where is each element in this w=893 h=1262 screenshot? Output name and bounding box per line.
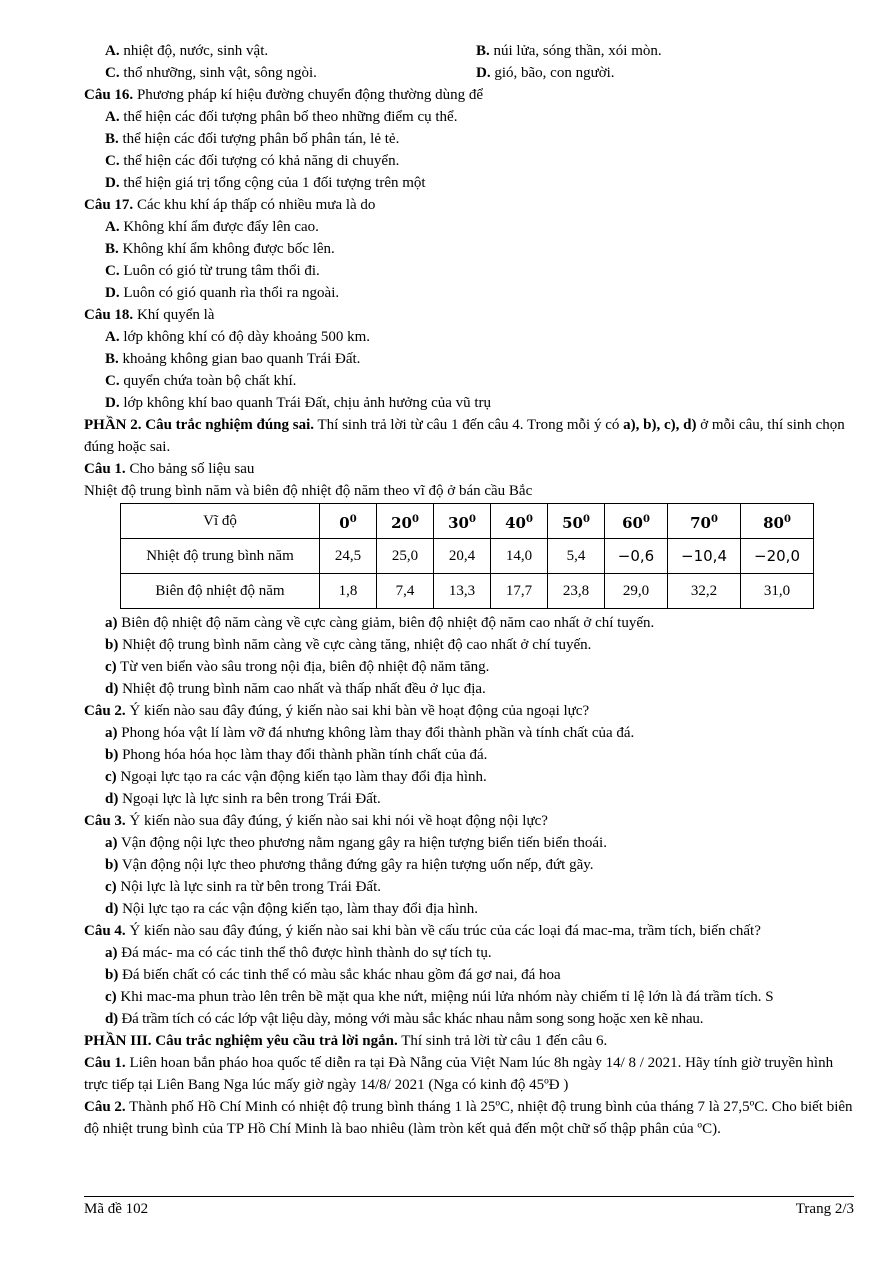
part3-question-1: Câu 1. Liên hoan bắn pháo hoa quốc tế diễn ra tại Đà Nẵng của Việt Nam lúc 8h ngày 14/ 8 / 2021. Hãy tính giờ truyền hình trực tiếp tại Liên Bang Nga lúc mấy giờ ngày 14/8/ 2021 (Nga có kinh độ 45ºĐ )	[84, 1055, 834, 1093]
table-cell: 14,0	[491, 539, 548, 574]
table-header-cell: $30^0$	[434, 504, 491, 539]
table-cell: −0,6	[605, 539, 668, 574]
q17-option-c: C. Luôn có gió từ trung tâm thổi đi.	[105, 263, 320, 279]
p2-q1-item-a: a) Biên độ nhiệt độ năm càng về cực càng giảm, biên độ nhiệt độ năm cao nhất ở chí tuyến.	[105, 615, 655, 631]
p2-q3-item-d: d) Nội lực tạo ra các vận động kiến tạo, làm thay đổi địa hình.	[105, 901, 479, 917]
table-cell: −20,0	[741, 539, 814, 574]
table-cell: −10,4	[668, 539, 741, 574]
p2-q2-item-a: a) Phong hóa vật lí làm vỡ đá nhưng không làm thay đổi thành phần và tính chất của đá.	[105, 725, 635, 741]
p2-q2-item-b: b) Phong hóa hóa học làm thay đổi thành phần tính chất của đá.	[105, 747, 488, 763]
p2-q4-item-d: d) Đá trầm tích có các lớp vật liệu dày, mỏng với màu sắc khác nhau nằm song song hoặc xen kẽ nhau.	[105, 1011, 704, 1027]
table-header-cell: $20^0$	[377, 504, 434, 539]
part2-question-3: Câu 3. Ý kiến nào sua đây đúng, ý kiến nào sai khi nói về hoạt động nội lực?	[84, 813, 548, 829]
page-number: Trang 2/3	[795, 1201, 854, 1217]
table-cell: 5,4	[548, 539, 605, 574]
exam-code: Mã đề 102	[84, 1201, 149, 1217]
part3-question-2: Câu 2. Thành phố Hồ Chí Minh có nhiệt độ trung bình tháng 1 là 25ºC, nhiệt độ trung bình của tháng 7 là 27,5ºC. Cho biết biên độ nhiệt trung bình của TP Hồ Chí Minh là bao nhiêu (làm tròn kết quả đến một chữ số thập phân của ºC).	[84, 1099, 853, 1137]
part3-heading: PHẦN III. Câu trắc nghiệm yêu cầu trả lời ngắn. Thí sinh trả lời từ câu 1 đến câu 6.	[84, 1033, 608, 1049]
table-header-cell: $60^0$	[605, 504, 668, 539]
table-cell: 23,8	[548, 574, 605, 609]
p2-q3-item-a: a) Vận động nội lực theo phương nằm ngang gây ra hiện tượng biển tiến biển thoái.	[105, 835, 607, 851]
table-row	[121, 574, 814, 609]
p2-q4-item-b: b) Đá biến chất có các tinh thể có màu sắc khác nhau gồm đá gơ nai, đá hoa	[105, 967, 561, 983]
q15-options-row-2: C. thổ nhưỡng, sinh vật, sông ngòi. D. gió, bão, con người.	[105, 65, 615, 81]
table-cell: 1,8	[320, 574, 377, 609]
table-cell: 24,5	[320, 539, 377, 574]
temperature-table	[120, 503, 814, 609]
question-18: Câu 18. Khí quyển là	[84, 307, 215, 323]
part2-question-1: Câu 1. Cho bảng số liệu sau	[84, 461, 255, 477]
p2-q4-item-c: c) Khi mac-ma phun trào lên trên bề mặt qua khe nứt, miệng núi lửa nhóm này chiếm tỉ lệ lớn là đá trầm tích. S	[105, 989, 774, 1005]
q15-options-row-1: A. nhiệt độ, nước, sinh vật. B. núi lửa, sóng thần, xói mòn.	[105, 43, 662, 59]
part2-heading: PHẦN 2. Câu trắc nghiệm đúng sai. Thí sinh trả lời từ câu 1 đến câu 4. Trong mỗi ý có a), b), c), d) ở mỗi câu, thí sinh chọn đúng hoặc sai.	[84, 417, 845, 455]
question-16: Câu 16. Phương pháp kí hiệu đường chuyển động thường dùng để	[84, 87, 484, 103]
q16-option-c: C. thể hiện các đối tượng có khả năng di chuyển.	[105, 153, 400, 169]
table-header-cell: $80^0$	[741, 504, 814, 539]
q18-option-d: D. lớp không khí bao quanh Trái Đất, chịu ảnh hưởng của vũ trụ	[105, 395, 492, 411]
table-cell: 13,3	[434, 574, 491, 609]
q16-option-d: D. thể hiện giá trị tổng cộng của 1 đối tượng trên một	[105, 175, 426, 191]
table-header-row	[121, 504, 814, 539]
table-cell: 17,7	[491, 574, 548, 609]
table-cell: 32,2	[668, 574, 741, 609]
q18-option-c: C. quyển chứa toàn bộ chất khí.	[105, 373, 297, 389]
table-header-cell: $0^0$	[320, 504, 377, 539]
q18-option-b: B. khoảng không gian bao quanh Trái Đất.	[105, 351, 361, 367]
table-cell: 29,0	[605, 574, 668, 609]
q16-option-b: B. thể hiện các đối tượng phân bố phân tán, lẻ tẻ.	[105, 131, 400, 147]
page-footer	[84, 1196, 854, 1218]
q18-option-a: A. lớp không khí có độ dày khoảng 500 km.	[105, 329, 371, 345]
table-row	[121, 539, 814, 574]
p2-q3-item-b: b) Vận động nội lực theo phương thẳng đứng gây ra hiện tượng uốn nếp, đứt gãy.	[105, 857, 594, 873]
p2-q4-item-a: a) Đá mác- ma có các tinh thể thô được hình thành do sự tích tụ.	[105, 945, 492, 961]
table-caption: Nhiệt độ trung bình năm và biên độ nhiệt độ năm theo vĩ độ ở bán cầu Bắc	[84, 483, 533, 499]
part2-question-4: Câu 4. Ý kiến nào sau đây đúng, ý kiến nào sai khi bàn về cấu trúc của các loại đá mac-ma, trầm tích, biến chất?	[84, 923, 761, 939]
table-header-label: Vĩ độ	[121, 504, 320, 539]
table-cell: 31,0	[741, 574, 814, 609]
q17-option-d: D. Luôn có gió quanh rìa thổi ra ngoài.	[105, 285, 340, 301]
table-row-label: Biên độ nhiệt độ năm	[121, 574, 320, 609]
table-header-cell: $40^0$	[491, 504, 548, 539]
part2-question-2: Câu 2. Ý kiến nào sau đây đúng, ý kiến nào sai khi bàn về hoạt động của ngoại lực?	[84, 703, 590, 719]
exam-page	[84, 40, 854, 1140]
q17-option-a: A. Không khí ẩm được đẩy lên cao.	[105, 219, 319, 235]
table-cell: 7,4	[377, 574, 434, 609]
p2-q2-item-c: c) Ngoại lực tạo ra các vận động kiến tạo làm thay đổi địa hình.	[105, 769, 487, 785]
p2-q1-item-c: c) Từ ven biển vào sâu trong nội địa, biên độ nhiệt độ năm tăng.	[105, 659, 490, 675]
p2-q1-item-b: b) Nhiệt độ trung bình năm càng về cực càng tăng, nhiệt độ cao nhất ở chí tuyến.	[105, 637, 592, 653]
table-cell: 25,0	[377, 539, 434, 574]
table-header-cell: $50^0$	[548, 504, 605, 539]
table-row-label: Nhiệt độ trung bình năm	[121, 539, 320, 574]
p2-q1-item-d: d) Nhiệt độ trung bình năm cao nhất và thấp nhất đều ở lục địa.	[105, 681, 486, 697]
table-header-cell: $70^0$	[668, 504, 741, 539]
question-17: Câu 17. Các khu khí áp thấp có nhiều mưa là do	[84, 197, 376, 213]
p2-q2-item-d: d) Ngoại lực là lực sinh ra bên trong Trái Đất.	[105, 791, 381, 807]
q16-option-a: A. thể hiện các đối tượng phân bố theo những điểm cụ thể.	[105, 109, 458, 125]
p2-q3-item-c: c) Nội lực là lực sinh ra từ bên trong Trái Đất.	[105, 879, 382, 895]
table-cell: 20,4	[434, 539, 491, 574]
q17-option-b: B. Không khí ẩm không được bốc lên.	[105, 241, 335, 257]
